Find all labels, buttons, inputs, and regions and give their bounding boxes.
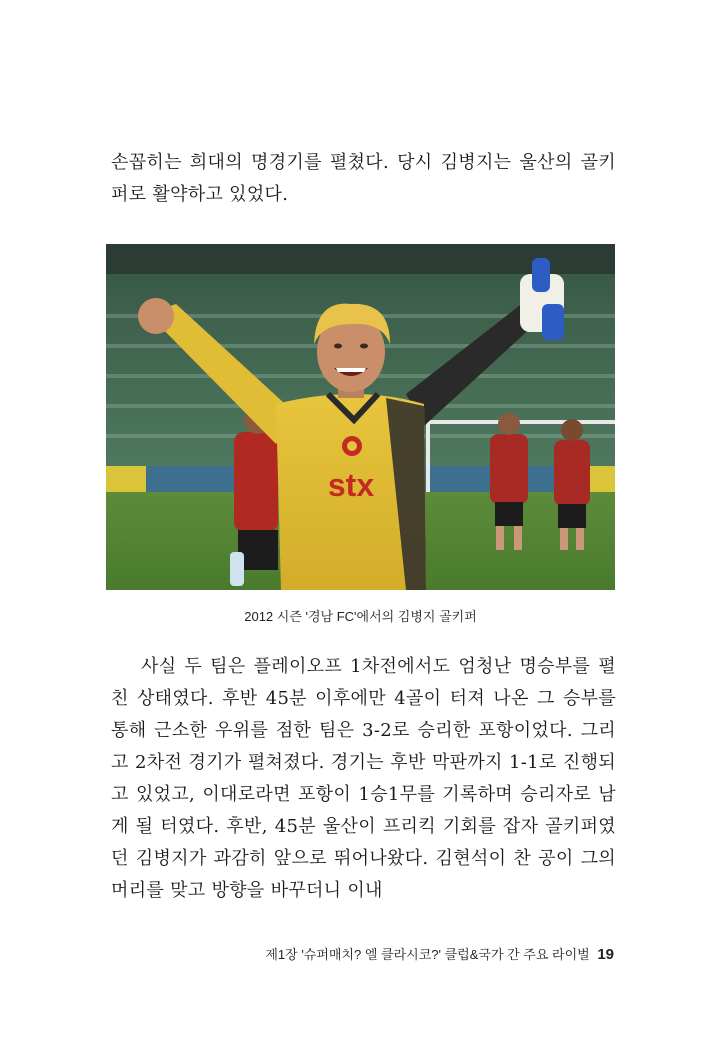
body-paragraph-block bbox=[111, 651, 616, 907]
fist bbox=[138, 298, 174, 334]
top-paragraph-block bbox=[111, 147, 616, 211]
chapter-title: 제1장 '슈퍼매치? 엘 클라시코?' 클럽&국가 간 주요 라이벌 bbox=[265, 947, 590, 962]
club-crest bbox=[342, 436, 362, 456]
body-paragraph: 사실 두 팀은 플레이오프 1차전에서도 엄청난 명승부를 펼친 상태였다. 후반 45분 이후에만 4골이 터져 나온 그 승부를 통해 근소한 우위를 점한 팀은 3-2로 승리한 포항이었다. 그리고 2차전 경기가 펼쳐졌다. 경기는 후반 막판까지 1-1로 진행되고 있었고, 이대로라면 포항이 1승1무를 기록하며 승리자로 남게 될 터였다. 후반, 45분 울산이 프리킥 기회를 잡자 골키퍼였던 김병지가 과감히 앞으로 뛰어나왔다. 김현석이 찬 공이 그의 머리를 맞고 방향을 바꾸더니 이내 bbox=[111, 656, 616, 901]
goalkeeper-photo bbox=[106, 244, 615, 590]
top-paragraph: 손꼽히는 희대의 명경기를 펼쳤다. 당시 김병지는 울산의 골키퍼로 활약하고 있었다. bbox=[111, 152, 616, 205]
photo-caption: 2012 시즌 '경남 FC'에서의 김병지 골키퍼 bbox=[244, 609, 477, 624]
page-number: 19 bbox=[597, 946, 614, 963]
jersey-sponsor-logo: stx bbox=[327, 467, 375, 503]
page-footer bbox=[265, 944, 614, 963]
